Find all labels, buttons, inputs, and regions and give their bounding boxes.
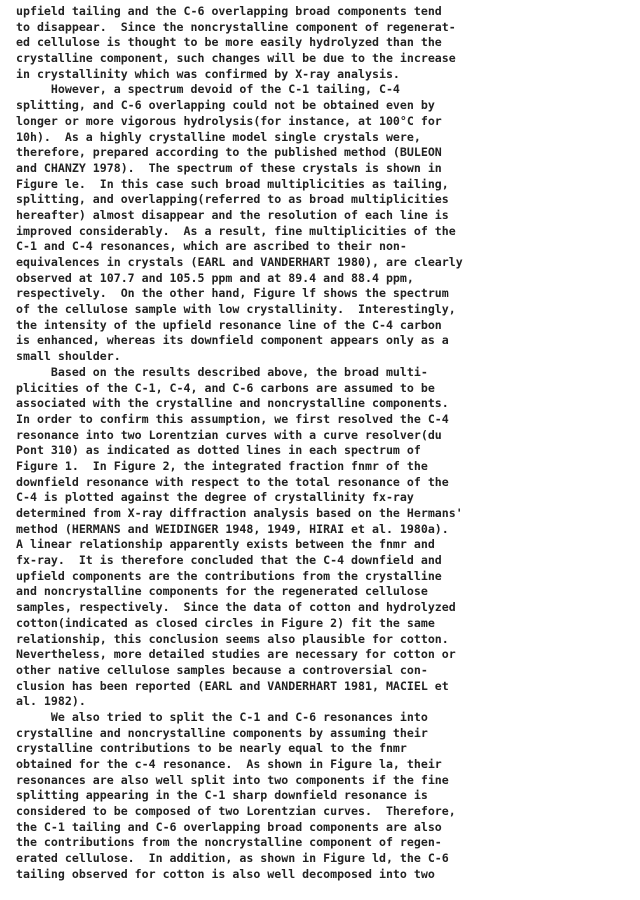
body-text	[16, 4, 640, 883]
text-line: resonance into two Lorentzian curves with a curve resolver(du	[16, 427, 442, 442]
text-line: Figure le. In this case such broad multiplicities as tailing,	[16, 176, 449, 191]
text-line: method (HERMANS and WEIDINGER 1948, 1949, HIRAI et al. 1980a).	[16, 521, 449, 536]
text-line: splitting appearing in the C-1 sharp downfield resonance is	[16, 788, 428, 803]
text-line: considered to be composed of two Lorentzian curves. Therefore,	[16, 804, 456, 819]
text-line: observed at 107.7 and 105.5 ppm and at 89.4 and 88.4 ppm,	[16, 270, 414, 285]
text-line: equivalences in crystals (EARL and VANDERHART 1980), are clearly	[16, 255, 463, 269]
text-line: of the cellulose sample with low crystallinity. Interestingly,	[16, 302, 456, 317]
text-line: respectively. On the other hand, Figure lf shows the spectrum	[16, 286, 449, 301]
text-line: obtained for the c-4 resonance. As shown in Figure la, their	[16, 757, 442, 771]
text-line: downfield resonance with respect to the total resonance of the	[16, 474, 449, 489]
text-line: cotton(indicated as closed circles in Figure 2) fit the same	[16, 615, 435, 630]
text-line: crystalline and noncrystalline components by assuming their	[16, 725, 428, 740]
text-line: determined from X-ray diffraction analysis based on the Hermans'	[16, 506, 463, 520]
text-line: However, a spectrum devoid of the C-1 tailing, C-4	[16, 82, 400, 97]
text-line: associated with the crystalline and noncrystalline components.	[16, 396, 449, 411]
text-line: Nevertheless, more detailed studies are necessary for cotton or	[16, 647, 456, 662]
text-line: ed cellulose is thought to be more easily hydrolyzed than the	[16, 35, 442, 50]
text-line: clusion has been reported (EARL and VANDERHART 1981, MACIEL et	[16, 678, 449, 693]
text-line: plicities of the C-1, C-4, and C-6 carbons are assumed to be	[16, 380, 435, 395]
text-line: other native cellulose samples because a controversial con-	[16, 662, 428, 677]
text-line: erated cellulose. In addition, as shown in Figure ld, the C-6	[16, 851, 449, 866]
text-line: fx-ray. It is therefore concluded that the C-4 downfield and	[16, 553, 442, 568]
text-line: longer or more vigorous hydrolysis(for instance, at 100°C for	[16, 113, 442, 128]
text-line: Pont 310) as indicated as dotted lines in each spectrum of	[16, 443, 421, 458]
text-line: splitting, and overlapping(referred to as broad multiplicities	[16, 192, 449, 207]
text-line: to disappear. Since the noncrystalline component of regenerat-	[16, 19, 456, 34]
text-line: 10h). As a highly crystalline model single crystals were,	[16, 129, 421, 144]
text-line: the C-1 tailing and C-6 overlapping broad components are also	[16, 819, 442, 834]
text-line: crystalline component, such changes will be due to the increase	[16, 51, 456, 66]
text-line: In order to confirm this assumption, we first resolved the C-4	[16, 411, 449, 426]
text-line: Based on the results described above, the broad multi-	[16, 364, 428, 379]
text-line: C-1 and C-4 resonances, which are ascribed to their non-	[16, 239, 407, 254]
text-line: the contributions from the noncrystalline component of regen-	[16, 835, 442, 850]
text-line: tailing observed for cotton is also well decomposed into two	[16, 866, 435, 881]
text-line: and noncrystalline components for the regenerated cellulose	[16, 584, 428, 599]
text-line: We also tried to split the C-1 and C-6 resonances into	[16, 709, 428, 724]
text-line: hereafter) almost disappear and the resolution of each line is	[16, 207, 449, 222]
text-line: upfield tailing and the C-6 overlapping broad components tend	[16, 4, 442, 18]
text-line: resonances are also well split into two components if the fine	[16, 772, 449, 787]
text-line: samples, respectively. Since the data of cotton and hydrolyzed	[16, 600, 456, 615]
text-line: Figure 1. In Figure 2, the integrated fraction fnmr of the	[16, 458, 428, 473]
text-line: crystalline contributions to be nearly equal to the fnmr	[16, 741, 407, 756]
text-line: and CHANZY 1978). The spectrum of these crystals is shown in	[16, 160, 442, 175]
text-line: splitting, and C-6 overlapping could not be obtained even by	[16, 98, 435, 113]
text-line: al. 1982).	[16, 694, 86, 709]
text-line: relationship, this conclusion seems also plausible for cotton.	[16, 631, 449, 646]
text-line: upfield components are the contributions from the crystalline	[16, 568, 442, 583]
text-line: improved considerably. As a result, fine multiplicities of the	[16, 223, 456, 238]
text-line: the intensity of the upfield resonance line of the C-4 carbon	[16, 317, 442, 332]
text-line: therefore, prepared according to the published method (BULEON	[16, 145, 442, 160]
text-line: in crystallinity which was confirmed by X-ray analysis.	[16, 66, 400, 81]
text-line: A linear relationship apparently exists between the fnmr and	[16, 537, 435, 552]
text-line: small shoulder.	[16, 349, 121, 364]
text-line: is enhanced, whereas its downfield component appears only as a	[16, 333, 449, 348]
text-line: C-4 is plotted against the degree of crystallinity fx-ray	[16, 490, 414, 505]
